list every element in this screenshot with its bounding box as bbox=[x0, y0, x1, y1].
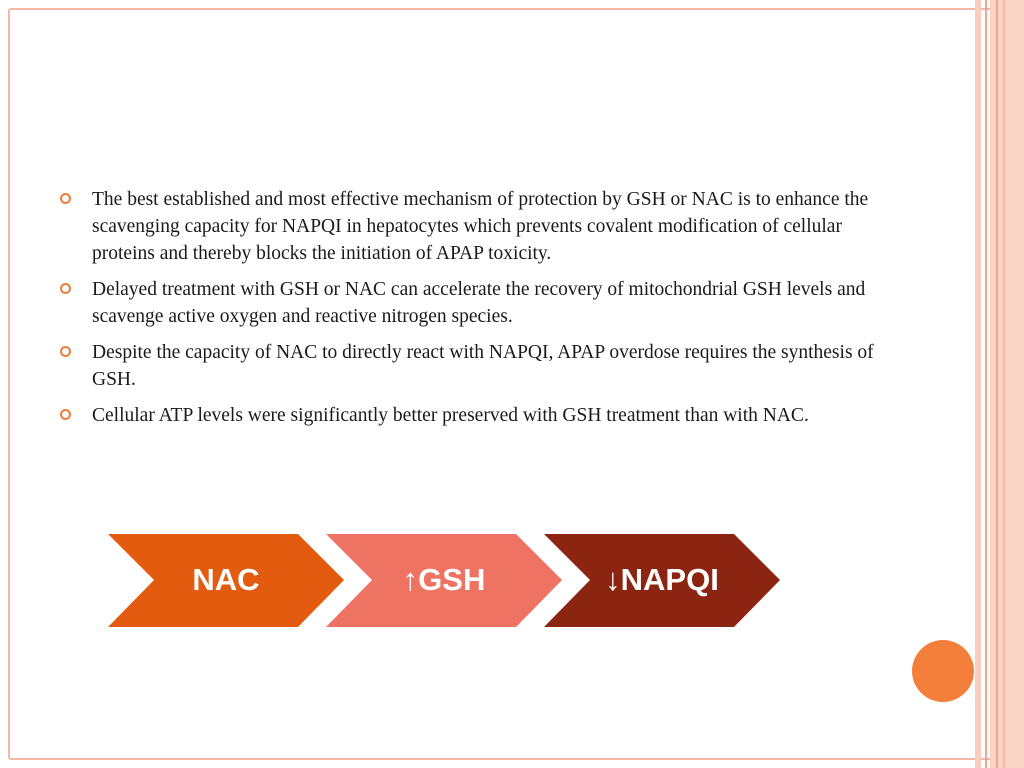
bullet-text: Cellular ATP levels were significantly better preserved with GSH treatment than with NAC. bbox=[92, 405, 809, 426]
decor-circle bbox=[912, 640, 974, 702]
chevron-label-nac: NAC bbox=[192, 562, 260, 597]
bullet-text: The best established and most effective mechanism of protection by GSH or NAC is to enhance the scavenging capacity for NAPQI in hepatocytes which prevents covalent modification of cellular proteins and thereby blocks the initiation of APAP toxicity. bbox=[92, 189, 869, 264]
chevron-label-gsh: ↑GSH bbox=[402, 562, 486, 597]
bullet-text: Despite the capacity of NAC to directly react with NAPQI, APAP overdose requires the synthesis of GSH. bbox=[92, 342, 874, 390]
bullet-text: Delayed treatment with GSH or NAC can accelerate the recovery of mitochondrial GSH levels and scavenge active oxygen and reactive nitrogen species. bbox=[92, 279, 866, 327]
chevron-label-napqi: ↓NAPQI bbox=[605, 562, 719, 597]
